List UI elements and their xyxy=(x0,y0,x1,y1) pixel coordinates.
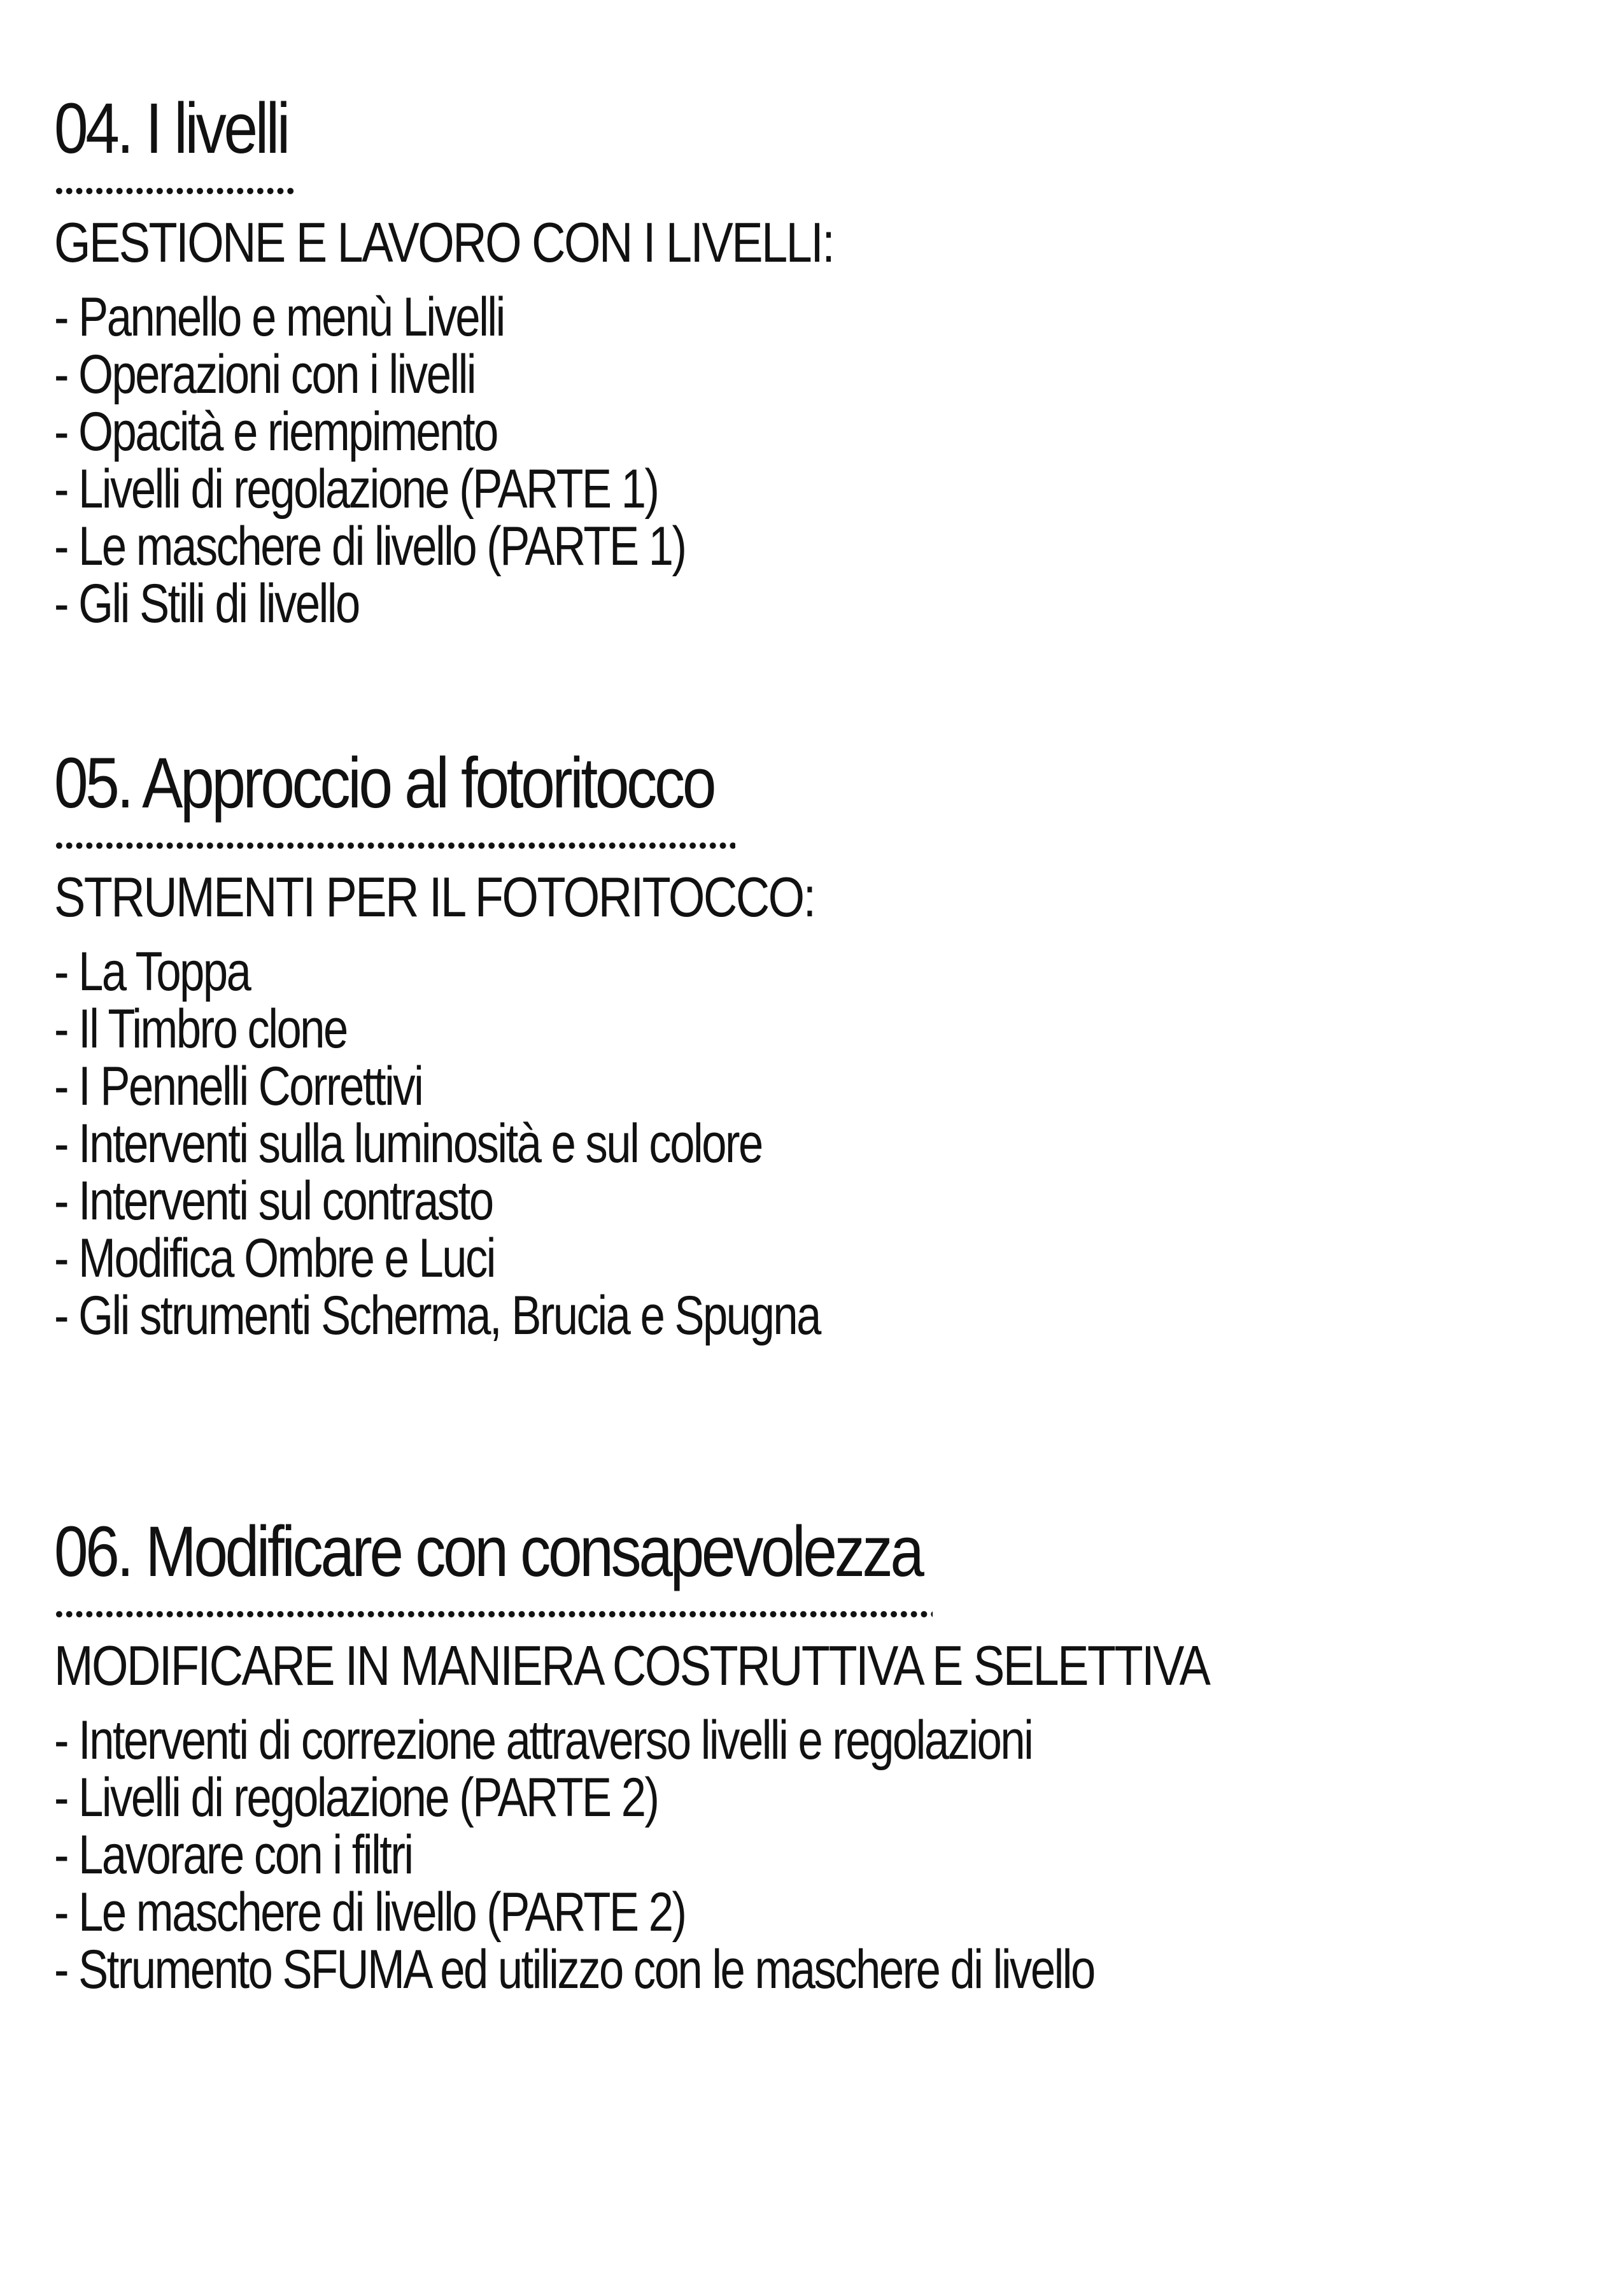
list-item: - Operazioni con i livelli xyxy=(54,344,476,405)
list-item: - Modifica Ombre e Luci xyxy=(54,1228,495,1289)
section-title: 06. Modificare con consapevolezza xyxy=(54,1512,922,1591)
section-subtitle: GESTIONE E LAVORO CON I LIVELLI: xyxy=(54,211,834,274)
dotted-divider xyxy=(54,179,295,204)
section-title: 05. Approccio al fotoritocco xyxy=(54,743,714,823)
list-item: - Interventi sulla luminosità e sul colore xyxy=(54,1113,762,1174)
list-item: - Lavorare con i filtri xyxy=(54,1824,413,1885)
list-item: - Strumento SFUMA ed utilizzo con le maschere di livello xyxy=(54,1939,1094,2000)
list-item: - Le maschere di livello (PARTE 2) xyxy=(54,1882,686,1943)
list-item: - Opacità e riempimento xyxy=(54,401,497,462)
list-item: - I Pennelli Correttivi xyxy=(54,1056,423,1117)
list-item: - Livelli di regolazione (PARTE 1) xyxy=(54,458,658,520)
list-item: - Interventi sul contrasto xyxy=(54,1170,493,1232)
section-04-livelli xyxy=(54,86,1569,632)
section-subtitle: STRUMENTI PER IL FOTORITOCCO: xyxy=(54,865,815,928)
list-item: - Gli Stili di livello xyxy=(54,573,359,634)
list-item: - Le maschere di livello (PARTE 1) xyxy=(54,516,686,577)
list-item: - La Toppa xyxy=(54,941,250,1002)
topic-list xyxy=(54,943,1569,1344)
list-item: - Livelli di regolazione (PARTE 2) xyxy=(54,1767,658,1828)
list-item: - Pannello e menù Livelli xyxy=(54,287,504,348)
topic-list xyxy=(54,288,1569,632)
section-06-consapevolezza xyxy=(54,1509,1569,1998)
dotted-divider xyxy=(54,834,735,859)
list-item: - Interventi di correzione attraverso livelli e regolazioni xyxy=(54,1710,1033,1771)
section-title: 04. I livelli xyxy=(54,89,288,168)
topic-list xyxy=(54,1712,1569,1998)
section-subtitle: MODIFICARE IN MANIERA COSTRUTTIVA E SELETTIVA xyxy=(54,1634,1210,1697)
list-item: - Gli strumenti Scherma, Brucia e Spugna xyxy=(54,1285,820,1346)
dotted-divider xyxy=(54,1602,933,1628)
list-item: - Il Timbro clone xyxy=(54,998,347,1060)
section-05-fotoritocco xyxy=(54,741,1569,1344)
